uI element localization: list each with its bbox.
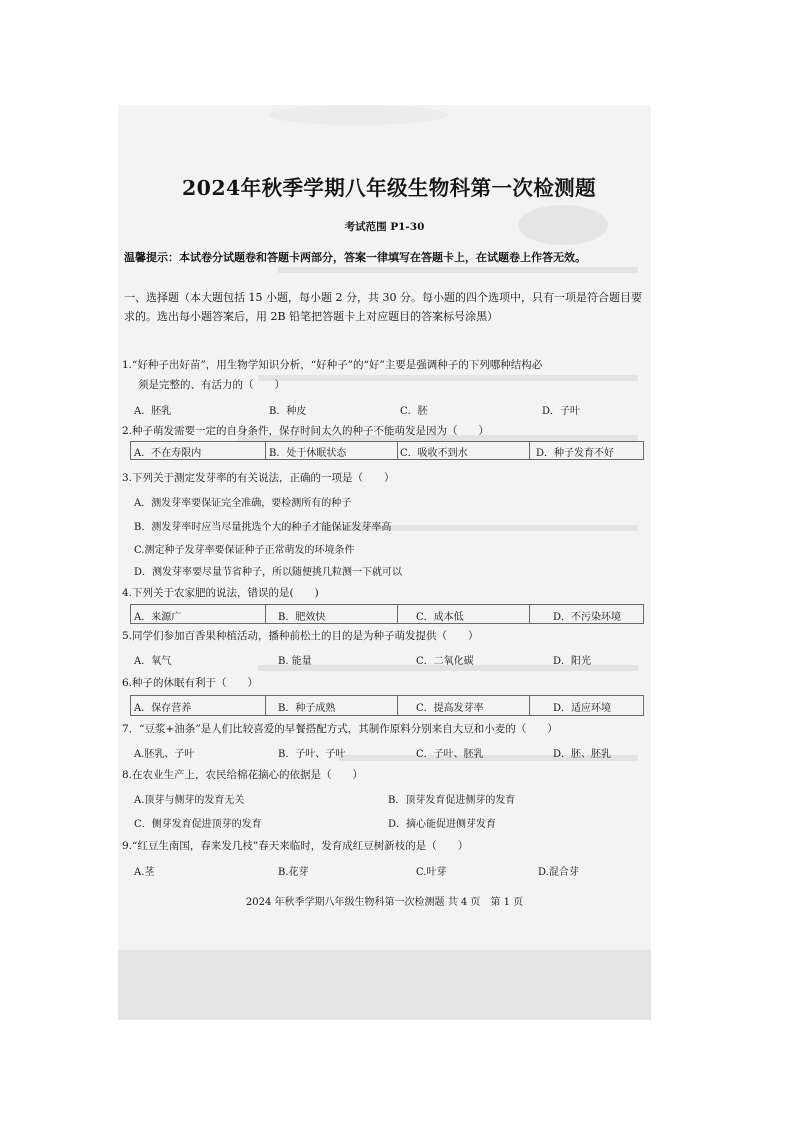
option: B．测发芽率时应当尽量挑选个大的种子才能保证发芽率高	[134, 522, 392, 533]
question-4: 4.下列关于农家肥的说法，错误的是( )	[122, 587, 319, 599]
option-rule	[265, 695, 266, 715]
option-rule	[643, 604, 644, 623]
section-heading: 一、选择题（本大题包括 15 小题，每小题 2 分，共 30 分。每小题的四个选项中，只有一项是符合题目要求的。选出每小题答案后，用 2B 铅笔把答题卡上对应题目的答案标号涂黑）	[124, 291, 642, 323]
option: A．保存营养	[134, 703, 192, 714]
option: C．提高发芽率	[416, 703, 484, 714]
page-footer: 2024 年秋季学期八年级生物科第一次检测题 共 4 页 第 1 页	[245, 897, 524, 908]
option: C．胚	[400, 406, 428, 417]
question-2: 2.种子萌发需要一定的自身条件，保存时间太久的种子不能萌发是因为（ ）	[122, 425, 490, 437]
question-3: 3.下列关于测定发芽率的有关说法，正确的一项是（ ）	[122, 472, 395, 484]
option: D．子叶	[542, 406, 581, 417]
option-rule	[529, 604, 530, 623]
option-rule	[643, 695, 644, 715]
option: A.顶芽与侧芽的发育无关	[134, 795, 245, 806]
exam-scope: 考试范围 P1-30	[344, 221, 425, 233]
question-1: 1.“好种子出好苗”，用生物学知识分析，“好种子”的“好”主要是强调种子的下列哪种结构必	[122, 359, 543, 371]
option: B.花芽	[278, 867, 309, 878]
option: B．处于休眠状态	[269, 448, 347, 459]
question-5: 5.同学们参加百香果种植活动，播种前松土的目的是为种子萌发提供（ ）	[122, 630, 479, 642]
option: A．氧气	[134, 656, 172, 667]
option: C．成本低	[416, 612, 464, 623]
option-rule	[529, 695, 530, 715]
option: B．种子成熟	[278, 703, 336, 714]
option-rule	[130, 695, 644, 696]
option: C.叶芽	[416, 867, 447, 878]
option-rule	[265, 604, 266, 623]
option-rule	[130, 604, 644, 605]
option: B. 能量	[278, 656, 312, 667]
option: A.茎	[134, 867, 155, 878]
option: C．侧芽发育促进顶芽的发育	[134, 819, 262, 830]
option: C.测定种子发芽率要保证种子正常萌发的环境条件	[134, 545, 355, 556]
option-rule	[397, 604, 398, 623]
option-rule	[130, 715, 644, 716]
option: C．二氧化碳	[416, 656, 474, 667]
option-rule	[130, 441, 644, 442]
option: D．阳光	[553, 656, 592, 667]
option: D．不污染环境	[553, 612, 622, 623]
notice-label: 温馨提示：	[124, 251, 179, 264]
option-rule	[397, 695, 398, 715]
option: B．肥效快	[278, 612, 326, 623]
option: D．摘心能促进侧芽发育	[388, 819, 497, 830]
option-rule	[130, 604, 131, 623]
option: D．测发芽率要尽量节省种子，所以随便挑几粒测一下就可以	[134, 567, 403, 578]
question-8: 8.在农业生产上，农民给棉花摘心的依据是（ ）	[122, 769, 364, 781]
option: C．子叶、胚乳	[416, 749, 484, 760]
option: B．子叶、子叶	[278, 749, 346, 760]
notice	[124, 248, 648, 268]
option-rule	[130, 623, 644, 624]
option: A．来源广	[134, 612, 182, 623]
option: B．顶芽发育促进侧芽的发育	[388, 795, 516, 806]
exam-page	[118, 105, 651, 1020]
question-6: 6.种子的休眠有利于（ ）	[122, 677, 259, 689]
option: D.混合芽	[538, 867, 579, 878]
option-rule	[397, 441, 398, 459]
option: C．吸收不到水	[400, 448, 468, 459]
option-rule	[130, 459, 644, 460]
question-9: 9.“红豆生南国，春来发几枝”春天来临时，发育成红豆树新枝的是（ ）	[122, 840, 469, 852]
notice-text: 本试卷分试题卷和答题卡两部分，答案一律填写在答题卡上，在试题卷上作答无效。	[179, 251, 586, 264]
option-rule	[130, 441, 131, 459]
option-rule	[265, 441, 266, 459]
option: D．适应环境	[553, 703, 612, 714]
option-rule	[130, 695, 131, 715]
option-rule	[643, 441, 644, 459]
option: A．胚乳	[134, 406, 172, 417]
option: D．胚、胚乳	[553, 749, 612, 760]
option: A．测发芽率要保证完全准确，要检测所有的种子	[134, 498, 352, 509]
page-title: 2024年秋季学期八年级生物科第一次检测题	[182, 176, 596, 200]
smudge	[268, 105, 448, 125]
option: A．不在寿限内	[134, 448, 202, 459]
scan-shadow	[118, 950, 651, 1020]
question-1-cont: 须是完整的、有活力的（ ）	[138, 379, 285, 391]
bleed-through-line	[258, 375, 638, 381]
option-rule	[529, 441, 530, 459]
option: A.胚乳、子叶	[134, 749, 195, 760]
option: B．种皮	[269, 406, 307, 417]
option: D．种子发育不好	[536, 448, 615, 459]
question-7: 7．“豆浆+油条”是人们比较喜爱的早餐搭配方式，其制作原料分别来自大豆和小麦的（ ）	[122, 723, 558, 735]
